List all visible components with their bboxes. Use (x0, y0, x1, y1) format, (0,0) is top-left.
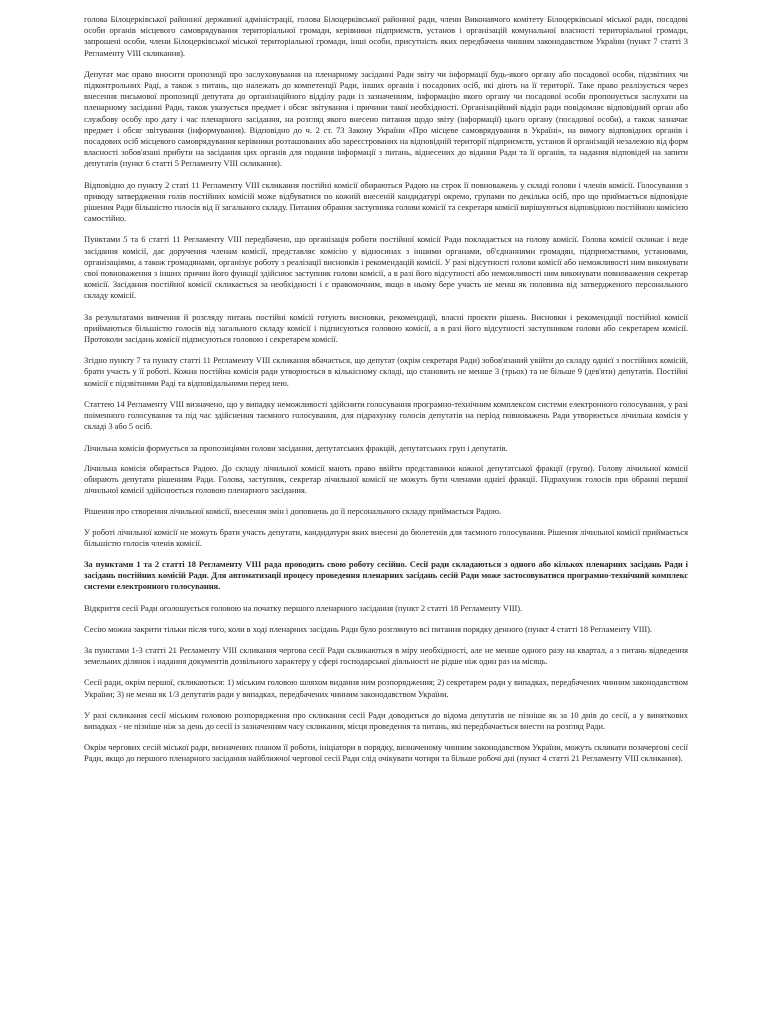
paragraph-18: Окрім чергових сесій міської ради, визначених планом її роботи, ініціатори в порядку, визначеному чинним законодавством України, можуть скликати позачергові сесії Ради, якщо до першого пленарного засідання найближчої чергової сесії Ради слід очікувати чотири та більше робочі дні (пункт 4 статті 21 Регламенту VIII скликання). (84, 742, 688, 764)
paragraph-5: За результатами вивчення й розгляду питань постійні комісії готують висновки, рекомендації, власні проєкти рішень. Висновки і рекомендації постійної комісії приймаються більшістю голосів від загального складу комісії і підписуються головою комісії, а в разі його відсутності заступником голови або секретарем комісії. Протоколи засідань комісії підписуються головою і секретарем комісії. (84, 311, 688, 345)
paragraph-4: Пунктами 5 та 6 статті 11 Регламенту VIII передбачено, що організація роботи постійної комісії Ради покладається на голову комісії. Голова комісії скликає і веде засідання комісії, дає доручення членам комісії, представляє комісію у відносинах з іншими органами, об'єднаннями громадян, підприємствами, установами, організаціями, а також громадянами, організує роботу з реалізації висновків і рекомендацій комісії. У разі відсутності голови комісії або неможливості ним виконувати свої повноваження з інших причин його функції здійснює заступник голови комісії, а в разі його відсутності або неможливості ним виконувати повноваження секретар комісії. Засідання постійної комісії скликається за необхідності і є правомочним, якщо в ньому бере участь не менш як половина від затвердженого персонального складу комісії. (84, 234, 688, 301)
paragraph-8: Лічильна комісія формується за пропозиціями голови засідання, депутатських фракцій, депутатських груп і депутатів. (84, 442, 508, 453)
paragraph-7: Статтею 14 Регламенту VIII визначено, що у випадку неможливості здійснити голосування програмно-технічним комплексом системи електронного голосування, у разі поіменного голосування та під час здійснення таємного голосування, для підрахунку голосів депутатів на період повноважень Ради утворюється лічильна комісія у складі 3 або 5 осіб. (84, 398, 688, 432)
paragraph-9: Лічильна комісія обирається Радою. До складу лічильної комісії мають право ввійти представники кожної депутатської фракції (групи). Голову лічильної комісії обирають депутати рішенням Ради. Голова, заступник, секретар лічильної комісії не можуть бути членами однієї фракції. Підрахунок голосів при обранні першої лічильної комісії здійснюється головою пленарного засідання. (84, 462, 688, 496)
paragraph-16: Сесії ради, окрім першої, скликаються: 1) міським головою шляхом видання ним розпорядження; 2) секретарем ради у випадках, передбачених чинним законодавством України; 3) не менш як 1/3 депутатів ради у випадках, передбачених чинним законодавством України. (84, 677, 688, 699)
document-body (84, 14, 688, 775)
paragraph-15: За пунктами 1-3 статті 21 Регламенту VIII скликання чергова сесії Ради скликаються в міру необхідності, але не менше одного разу на квартал, а з питань відведення земельних ділянок і надання документів дозвільного характеру у сфері господарської діяльності не рідше ніж один раз на місяць. (84, 644, 688, 667)
paragraph-12: За пунктами 1 та 2 статті 18 Регламенту VIII рада проводить свою роботу сесійно. Сесії ради складаються з одного або кількох пленарних засідань Ради і засідань постійних комісій Ради. Для автоматизації процесу проведення пленарних засідань сесій Ради може застосовуватися програмно-технічний комплекс системи електронного голосування. (84, 558, 688, 592)
paragraph-13: Відкриття сесії Ради оголошується головою на початку першого пленарного засідання (пункт 2 статті 18 Регламенту VIII). (84, 602, 523, 613)
paragraph-11: У роботі лічильної комісії не можуть брати участь депутати, кандидатури яких внесені до бюлетенів для таємного голосування. Рішення лічильної комісії приймається більшістю голосів членів комісії. (84, 526, 688, 548)
paragraph-14: Сесію можна закрити тільки після того, коли в ході пленарних засідань Ради було розглянуто всі питання порядку денного (пункт 4 статті 18 Регламенту VIII). (84, 623, 652, 634)
paragraph-2: Депутат має право вносити пропозиції про заслуховування на пленарному засіданні Ради звіту чи інформації будь-якого органу або посадової особи, підзвітних чи підконтрольних Раді, а також з питань, що належать до компетенції Ради, інших органів і посадових осіб, які діють на її території. Таке право реалізується через внесення письмової пропозиції депутата до організаційного відділу ради із зазначенням, інформацію якого органу чи посадової особи пропонується заслухати на пленарному засіданні Ради, також указується предмет і обсяг звітування і причини такої необхідності. Організаційний відділ ради повідомляє відповідний орган або службову особу про дату і час пленарного засідання, на розгляд якого внесено питання щодо звіту (інформації) цього органу (посадової особи), а також зазначає предмет і обсяг звітування (інформування). Відповідно до ч. 2 ст. 73 Закону України «Про місцеве самоврядування в Україні», на вимогу відповідних органів і посадових осіб місцевого самоврядування керівники розташованих або зареєстрованих на відповідній території підприємств, установ й організацій незалежно від форм власності зобов'язані прибути на засідання цих органів для подання інформації з питань, віднесених до відання Ради та її органів, та надання відповідей на запити депутатів (пункт 6 статті 5 Регламенту VIII скликання). (84, 68, 688, 169)
paragraph-1: голова Білоцерківської районної державної адміністрації, голова Білоцерківської районної ради, члени Виконавчого комітету Білоцерківської міської ради, посадові особи органів місцевого самоврядування територіальної громади, керівники підприємств, установ і організацій комунальної власності територіальної громади, запрошені особи, члени Білоцерківської міської територіальної громади, інші особи, присутність яких передбачена чинним законодавством України (пункт 7 статті 3 Регламенту VIII скликання). (84, 14, 688, 58)
paragraph-17: У разі скликання сесії міським головою розпорядження про скликання сесії Ради доводиться до відома депутатів не пізніше як за 10 днів до сесії, а у виняткових випадках - не пізніше ніж за день до сесії із зазначенням часу скликання, місця проведення та питань, які передбачається внести на розгляд Ради. (84, 709, 688, 731)
paragraph-10: Рішення про створення лічильної комісії, внесення змін і доповнень до її персонального складу приймається Радою. (84, 506, 502, 517)
paragraph-3: Відповідно до пункту 2 статі 11 Регламенту VIII скликання постійні комісії обираються Радою на строк її повноважень у складі голови і членів комісії. Голосування з приводу затвердження голів постійних комісій може відбуватися по кожній внесеній кандидатурі окремо, групами по декілька осіб, про що приймається відповідне рішення Ради більшістю голосів від її загального складу. Питання обрання заступника голови комісії та секретаря комісії вирішуються відповідною постійною комісією самостійно. (84, 179, 688, 224)
paragraph-6: Згідно пункту 7 та пункту статті 11 Регламенту VIII скликання вбачається, що депутат (окрім секретаря Ради) зобов'язаний увійти до складу однієї з постійних комісій, брати участь у її роботі. Кожна постійна комісія ради утворюється в кількісному складі, що становить не менше 3 (трьох) та не більше 9 (дев'яти) депутатів. Постійні комісії є підзвітними Раді та відповідальними перед нею. (84, 355, 688, 388)
